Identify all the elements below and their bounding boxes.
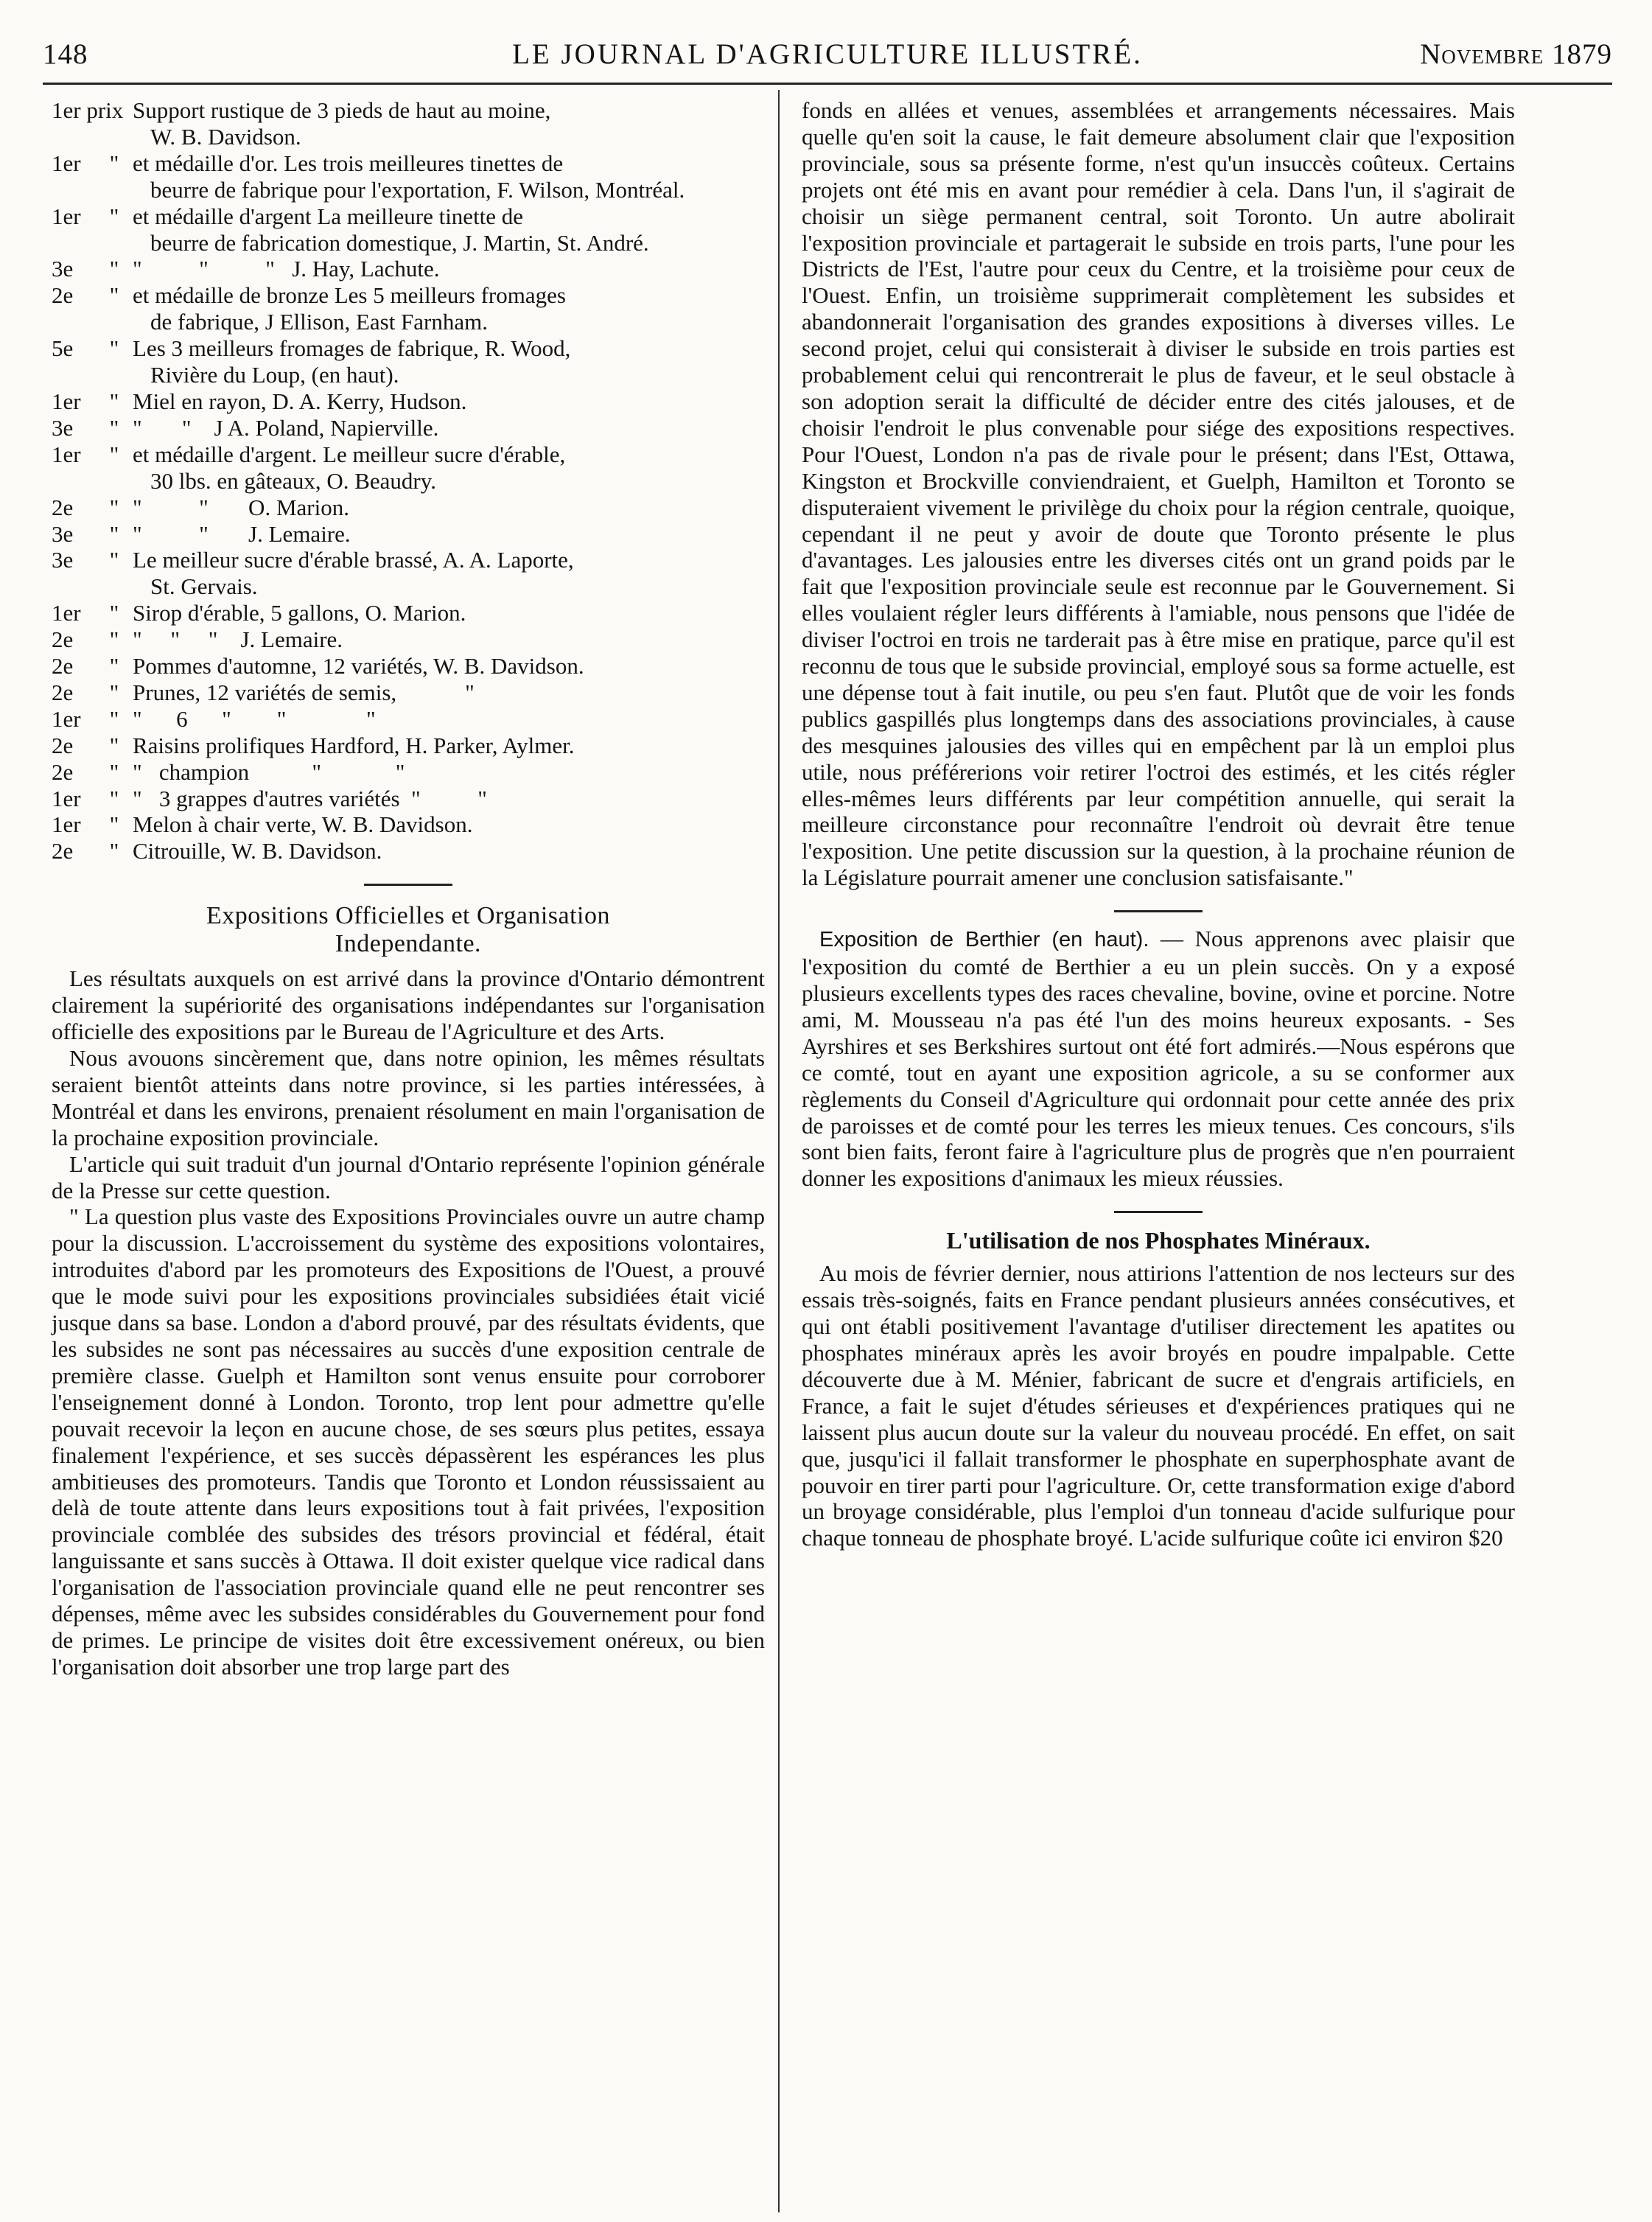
- prize-rank: 2e: [52, 653, 74, 679]
- prize-text: et médaille d'argent. Le meilleur sucre d'érable,: [133, 441, 566, 467]
- section-heading-phosphates: L'utilisation de nos Phosphates Minéraux.: [946, 1227, 1371, 1254]
- prize-entry: [52, 256, 765, 282]
- prize-text: et médaille d'or. Les trois meilleures tinettes de: [133, 150, 564, 176]
- prize-text: " champion " ": [133, 758, 405, 785]
- prize-text: Prunes, 12 variétés de semis, ": [133, 679, 475, 705]
- ditto-mark: ": [109, 653, 119, 679]
- prize-description: [133, 759, 765, 786]
- ditto-mark: ": [109, 785, 119, 811]
- prize-entry: [52, 600, 765, 626]
- prize-rank: 1er prix: [52, 97, 124, 123]
- prize-entry: [52, 626, 765, 653]
- berthier-article: [802, 926, 1515, 1192]
- prize-rank: 2e: [52, 282, 74, 309]
- prize-text: " " J. Lemaire.: [133, 520, 351, 547]
- prize-rank: 1er: [52, 705, 81, 732]
- prize-rank: 1er: [52, 441, 81, 467]
- paragraph: Les résultats auxquels on est arrivé dans la province d'Ontario démontrent clairement la supériorité des organisations indépendantes sur l'organisation officielle des expositions par le Bureau de l'Agriculture et des Arts.: [52, 965, 765, 1045]
- ditto-mark: ": [109, 838, 119, 864]
- quoted-article-continued: fonds en allées et venues, assemblées et arrangements nécessaires. Mais quelle qu'en soit la cause, le fait demeure absolument clair que l'exposition provinciale, sous sa présente forme, n'est qu'un insuccès coûteux. Certains projets ont été mis en avant pour remédier à cela. Dans l'un, il s'agirait de choisir un siège permanent central, soit Toronto. Un autre abolirait l'exposition provinciale et partagerait le subside en trois parts, l'une pour les Districts de l'Est, l'autre pour ceux du Centre, et la troisième pour ceux de l'Ouest. Enfin, un troisième supprimerait complètement les subsides et abandonnerait l'organisation des grandes expositions à diverses villes. Le second projet, celui qui consisterait à diviser le subside en trois parties est probablement celui qui rencontrerait le plus de faveur, et le seul obstacle à son adoption serait la difficulté de décider entre des cités jalouses, et de choisir l'endroit le plus convenable pour siége des expositions respectives. Pour l'Ouest, London n'a pas de rivale pour le présent; dans l'Est, Ottawa, Kingston et Brockville conviendraient, et Guelph, Hamilton et Toronto se disputeraient vivement le privilège du choix pour la région centrale, quoique, cependant il ne peut y avoir de doute que Toronto présente le plus d'avantages. Les jalousies entre les diverses cités ont un grand poids par le fait que l'exposition provinciale seule est reconnue par le Gouvernement. Si elles voulaient régler leurs différents à l'amiable, nous pensons que l'idée de diviser l'octroi en trois ne tarderait pas à être mise en pratique, parce qu'il est reconnu de tous que le subside provincial, employé sous sa forme actuelle, est une dépense tout à fait inutile, ou peu s'en faut. Plutôt que de voir les fonds publics gaspillés plus longtemps dans des associations provinciales, à cause des mesquines jalousies des villes qui en empêchent par là un emploi plus utile, nous préférerions voir retirer l'octroi des estimés, et les cités régler elles-mêmes leurs différents par leur compétition annuelle, qui serait la meilleure circonstance pour reconnaître l'endroit où devrait être tenue l'exposition. Une petite discussion sur la question, à la prochaine réunion de la Législature pourrait amener une conclusion satisfaisante.": [802, 97, 1515, 891]
- ditto-mark: ": [109, 679, 119, 705]
- prize-entry: [52, 282, 765, 335]
- ditto-mark: ": [109, 758, 119, 785]
- ditto-mark: ": [109, 520, 119, 547]
- prize-text: Miel en rayon, D. A. Kerry, Hudson.: [133, 388, 467, 414]
- prize-text: et médaille d'argent La meilleure tinette de: [133, 203, 524, 229]
- prize-rank: 3e: [52, 414, 74, 441]
- prize-text: Le meilleur sucre d'érable brassé, A. A. Laporte,: [133, 547, 574, 573]
- prize-description: [133, 150, 765, 203]
- ditto-mark: ": [109, 547, 119, 573]
- ditto-mark: ": [109, 705, 119, 732]
- section-divider: [1114, 1211, 1203, 1213]
- prize-entry: [52, 495, 765, 521]
- prize-description: [133, 282, 765, 335]
- prize-entry: [52, 203, 765, 256]
- heading-line: Independante.: [335, 930, 482, 958]
- prize-text: " " " J. Lemaire.: [133, 626, 343, 653]
- prize-description: [133, 811, 765, 838]
- ditto-mark: ": [109, 414, 119, 441]
- prize-entry: [52, 441, 765, 495]
- prize-entry: [52, 679, 765, 706]
- left-column: [52, 97, 765, 1680]
- section-divider: [1114, 910, 1203, 912]
- prize-text-continued: 30 lbs. en gâteaux, O. Beaudry.: [150, 467, 436, 494]
- prize-rank: 3e: [52, 256, 74, 282]
- prize-description: [133, 335, 765, 388]
- prize-text: " " " J. Hay, Lachute.: [133, 256, 440, 282]
- quoted-article: " La question plus vaste des Expositions Provinciales ouvre un autre champ pour la discussion. L'accroissement du système des expositions volontaires, introduites d'abord par les promoteurs des Expositions de l'Ouest, a prouvé que le mode suivi pour les expositions provinciales subsidiées était vicié jusque dans sa base. London a d'abord prouvé, par des résultats évidents, que les subsides ne sont pas nécessaires au succès d'une exposition centrale de première classe. Guelph et Hamilton sont venus ensuite pour corroborer l'enseignement donné à London. Toronto, trop lent pour admettre qu'elle pouvait recevoir la leçon en aucune chose, de ses sœurs plus petites, essaya finalement l'expérience, et ses succès dépassèrent les espérances les plus ambitieuses des promoteurs. Tandis que Toronto et London réussissaient au delà de toute attente dans leurs expositions tout à fait privées, l'exposition provinciale comblée des subsides des trésors provincial et fédéral, était languissante et sans succès à Ottawa. Il doit exister quelque vice radical dans l'organisation de l'association provinciale quand elle ne peut rencontrer ses dépenses, même avec les subsides considérables du Gouvernement pour fond de primes. Le principe de visites doit être excessivement onéreux, ou bien l'organisation doit absorber une trop large part des: [52, 1203, 765, 1680]
- prize-description: [133, 441, 765, 495]
- prize-text-continued: de fabrique, J Ellison, East Farnham.: [150, 309, 489, 335]
- prize-description: [133, 203, 765, 256]
- prize-rank: 2e: [52, 758, 74, 785]
- prize-text: " 6 " " ": [133, 705, 376, 732]
- right-column: [802, 97, 1515, 1551]
- prize-rank: 5e: [52, 335, 74, 362]
- page-number: 148: [43, 38, 88, 70]
- heading-line: Expositions Officielles et Organisation: [206, 902, 610, 930]
- prize-description: [133, 653, 765, 679]
- ditto-mark: ": [109, 256, 119, 282]
- prize-text: et médaille de bronze Les 5 meilleurs fromages: [133, 282, 566, 309]
- prize-entry: [52, 547, 765, 600]
- prize-description: [133, 415, 765, 441]
- prize-description: [133, 495, 765, 521]
- paragraph: Nous avouons sincèrement que, dans notre opinion, les mêmes résultats seraient bientôt atteints dans notre province, si les parties intéressées, à Montréal et dans les environs, prenaient résolument en main l'organisation de la prochaine exposition provinciale.: [52, 1045, 765, 1150]
- prize-text-continued: W. B. Davidson.: [150, 123, 301, 150]
- section-heading-expositions: [52, 902, 765, 958]
- ditto-mark: ": [109, 335, 119, 362]
- prize-text: Sirop d'érable, 5 gallons, O. Marion.: [133, 600, 466, 626]
- issue-date: Novembre 1879: [1420, 38, 1612, 70]
- prize-description: [133, 786, 765, 812]
- prize-entry: [52, 150, 765, 203]
- prize-text: " " J A. Poland, Napierville.: [133, 414, 439, 441]
- ditto-mark: ": [109, 732, 119, 758]
- page-header: [43, 32, 1612, 77]
- paragraph: L'article qui suit traduit d'un journal d'Ontario représente l'opinion générale de la Presse sur cette question.: [52, 1150, 765, 1203]
- prize-description: [133, 547, 765, 600]
- header-rule: [43, 83, 1612, 85]
- prize-entry: [52, 759, 765, 786]
- prize-text: Pommes d'automne, 12 variétés, W. B. Davidson.: [133, 653, 584, 679]
- prize-text-continued: St. Gervais.: [150, 573, 258, 600]
- prize-rank: 2e: [52, 732, 74, 758]
- prize-entry: [52, 415, 765, 441]
- prize-rank: 3e: [52, 520, 74, 547]
- prize-rank: 1er: [52, 388, 81, 414]
- prize-text-continued: Rivière du Loup, (en haut).: [150, 362, 399, 388]
- prize-text-continued: beurre de fabrique pour l'exportation, F. Wilson, Montréal.: [150, 176, 685, 203]
- prize-text: Les 3 meilleurs fromages de fabrique, R. Wood,: [133, 335, 571, 362]
- prize-rank: 1er: [52, 600, 81, 626]
- prize-rank: 2e: [52, 626, 74, 653]
- ditto-mark: ": [109, 282, 119, 309]
- ditto-mark: ": [109, 600, 119, 626]
- prize-text: " 3 grappes d'autres variétés " ": [133, 785, 487, 811]
- prize-entry: [52, 97, 765, 150]
- prize-description: [133, 600, 765, 626]
- prize-description: [133, 256, 765, 282]
- prize-rank: 1er: [52, 150, 81, 176]
- prize-text: Melon à chair verte, W. B. Davidson.: [133, 811, 473, 838]
- prize-text: Citrouille, W. B. Davidson.: [133, 838, 382, 864]
- ditto-mark: ": [109, 203, 119, 229]
- prize-description: [133, 838, 765, 864]
- phosphates-article: Au mois de février dernier, nous attirions l'attention de nos lecteurs sur des essais très-soignés, faits en France pendant plusieurs années consécutives, et qui ont établi positivement l'avantage d'utiliser directement les apatites ou phosphates minéraux après les avoir broyés en poudre impalpable. Cette découverte due à M. Ménier, fabricant de sucre et d'engrais artificiels, en France, a fait le sujet d'études sérieuses et d'expériences pratiques qui ne laissent plus aucun doute sur la valeur du nouveau procédé. En effet, on sait que, jusqu'ici il fallait transformer le phosphate en superphosphate avant de pouvoir en tirer parti pour l'agriculture. Or, cette transformation exige d'abord un broyage considérable, plus l'emploi d'un tonneau d'acide sulfurique pour chaque tonneau de phosphate broyé. L'acide sulfurique coûte ici environ $20: [802, 1260, 1515, 1551]
- ditto-mark: ": [109, 811, 119, 838]
- prize-entry: [52, 786, 765, 812]
- prize-description: [133, 388, 765, 415]
- prize-entry: [52, 653, 765, 679]
- prize-rank: 2e: [52, 679, 74, 705]
- section-divider: [364, 884, 452, 886]
- ditto-mark: ": [109, 388, 119, 414]
- prize-entry: [52, 335, 765, 388]
- journal-title: LE JOURNAL D'AGRICULTURE ILLUSTRÉ.: [512, 38, 1143, 70]
- berthier-lead: Exposition de Berthier (en haut).: [819, 928, 1149, 952]
- prize-text: Support rustique de 3 pieds de haut au moine,: [133, 97, 551, 123]
- prize-text: Raisins prolifiques Hardford, H. Parker, Aylmer.: [133, 732, 575, 758]
- ditto-mark: ": [109, 441, 119, 467]
- prize-entry: [52, 388, 765, 415]
- prize-entry: [52, 706, 765, 733]
- prize-text: " " O. Marion.: [133, 494, 349, 520]
- ditto-mark: ": [109, 626, 119, 653]
- prize-rank: 2e: [52, 494, 74, 520]
- prize-description: [133, 706, 765, 733]
- prize-entry: [52, 521, 765, 548]
- prize-rank: 1er: [52, 203, 81, 229]
- berthier-text: — Nous apprenons avec plaisir que l'exposition du comté de Berthier a eu un plein succès. On y a exposé plusieurs excellents types des races chevaline, bovine, ovine et porcine. Notre ami, M. Mousseau n'a pas été l'un des moins heureux exposants. - Ses Ayrshires et ses Berkshires surtout ont été fort admirés.—Nous espérons que ce comté, tout en ayant une exposition agricole, a su se conformer aux règlements du Conseil d'Agriculture qui ordonnait pour cette année des prix de paroisses et de comté pour les terres les mieux tenues. Ces concours, s'ils sont bien faits, feront faire à l'agriculture plus de progrès que n'en pourraient donner les expositions d'animaux les mieux réussies.: [802, 926, 1515, 1192]
- prize-description: [133, 626, 765, 653]
- prize-description: [133, 97, 765, 150]
- prize-description: [133, 521, 765, 548]
- prize-rank: 1er: [52, 785, 81, 811]
- prize-entry: [52, 811, 765, 838]
- column-divider: [778, 90, 780, 2212]
- prize-rank: 2e: [52, 838, 74, 864]
- prize-text-continued: beurre de fabrication domestique, J. Martin, St. André.: [150, 229, 649, 256]
- prize-entry: [52, 838, 765, 864]
- prize-list: [52, 97, 765, 864]
- prize-entry: [52, 733, 765, 759]
- ditto-mark: ": [109, 150, 119, 176]
- prize-rank: 3e: [52, 547, 74, 573]
- ditto-mark: ": [109, 494, 119, 520]
- prize-rank: 1er: [52, 811, 81, 838]
- prize-description: [133, 679, 765, 706]
- prize-description: [133, 733, 765, 759]
